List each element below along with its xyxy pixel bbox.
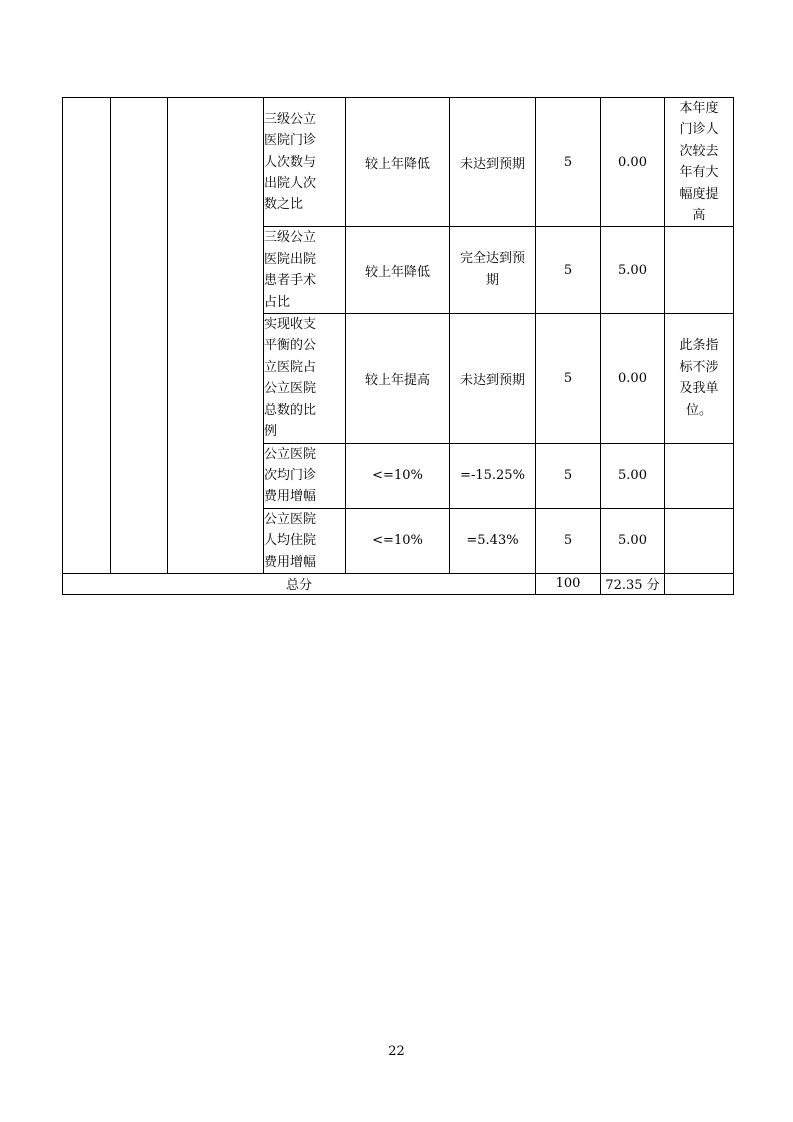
result-cell: 未达到预期 — [450, 314, 536, 443]
indicator-cell: 公立医院 次均门诊 费用增幅 — [264, 443, 346, 508]
table-row — [63, 98, 734, 227]
score-cell: 5.00 — [601, 443, 665, 508]
target-cell: 较上年提高 — [346, 314, 450, 443]
note-cell — [665, 443, 734, 508]
weight-cell: 5 — [536, 314, 601, 443]
weight-cell: 5 — [536, 98, 601, 227]
score-cell: 5.00 — [601, 227, 665, 314]
weight-cell: 5 — [536, 508, 601, 573]
result-cell: 完全达到预 期 — [450, 227, 536, 314]
weight-cell: 5 — [536, 443, 601, 508]
note-cell: 此条指 标不涉 及我单 位。 — [665, 314, 734, 443]
indicator-cell: 公立医院 人均住院 费用增幅 — [264, 508, 346, 573]
total-score: 72.35 分 — [601, 573, 665, 594]
note-cell — [665, 508, 734, 573]
score-cell: 0.00 — [601, 98, 665, 227]
note-cell: 本年度 门诊人 次较去 年有大 幅度提 高 — [665, 98, 734, 227]
total-label: 总分 — [63, 573, 536, 594]
indicator-cell: 三级公立 医院出院 患者手术 占比 — [264, 227, 346, 314]
category-level2-cell — [111, 98, 168, 574]
indicator-cell: 实现收支 平衡的公 立医院占 公立医院 总数的比 例 — [264, 314, 346, 443]
total-weight: 100 — [536, 573, 601, 594]
result-cell: =-15.25% — [450, 443, 536, 508]
category-level3-cell — [168, 98, 264, 574]
indicator-cell: 三级公立 医院门诊 人次数与 出院人次 数之比 — [264, 98, 346, 227]
target-cell: <=10% — [346, 508, 450, 573]
target-cell: 较上年降低 — [346, 227, 450, 314]
target-cell: <=10% — [346, 443, 450, 508]
total-note — [665, 573, 734, 594]
performance-table — [62, 97, 734, 595]
target-cell: 较上年降低 — [346, 98, 450, 227]
result-cell: 未达到预期 — [450, 98, 536, 227]
note-cell — [665, 227, 734, 314]
score-cell: 0.00 — [601, 314, 665, 443]
page-number: 22 — [388, 1044, 405, 1059]
category-level1-cell — [63, 98, 111, 574]
result-cell: =5.43% — [450, 508, 536, 573]
weight-cell: 5 — [536, 227, 601, 314]
score-cell: 5.00 — [601, 508, 665, 573]
total-row — [63, 573, 734, 594]
